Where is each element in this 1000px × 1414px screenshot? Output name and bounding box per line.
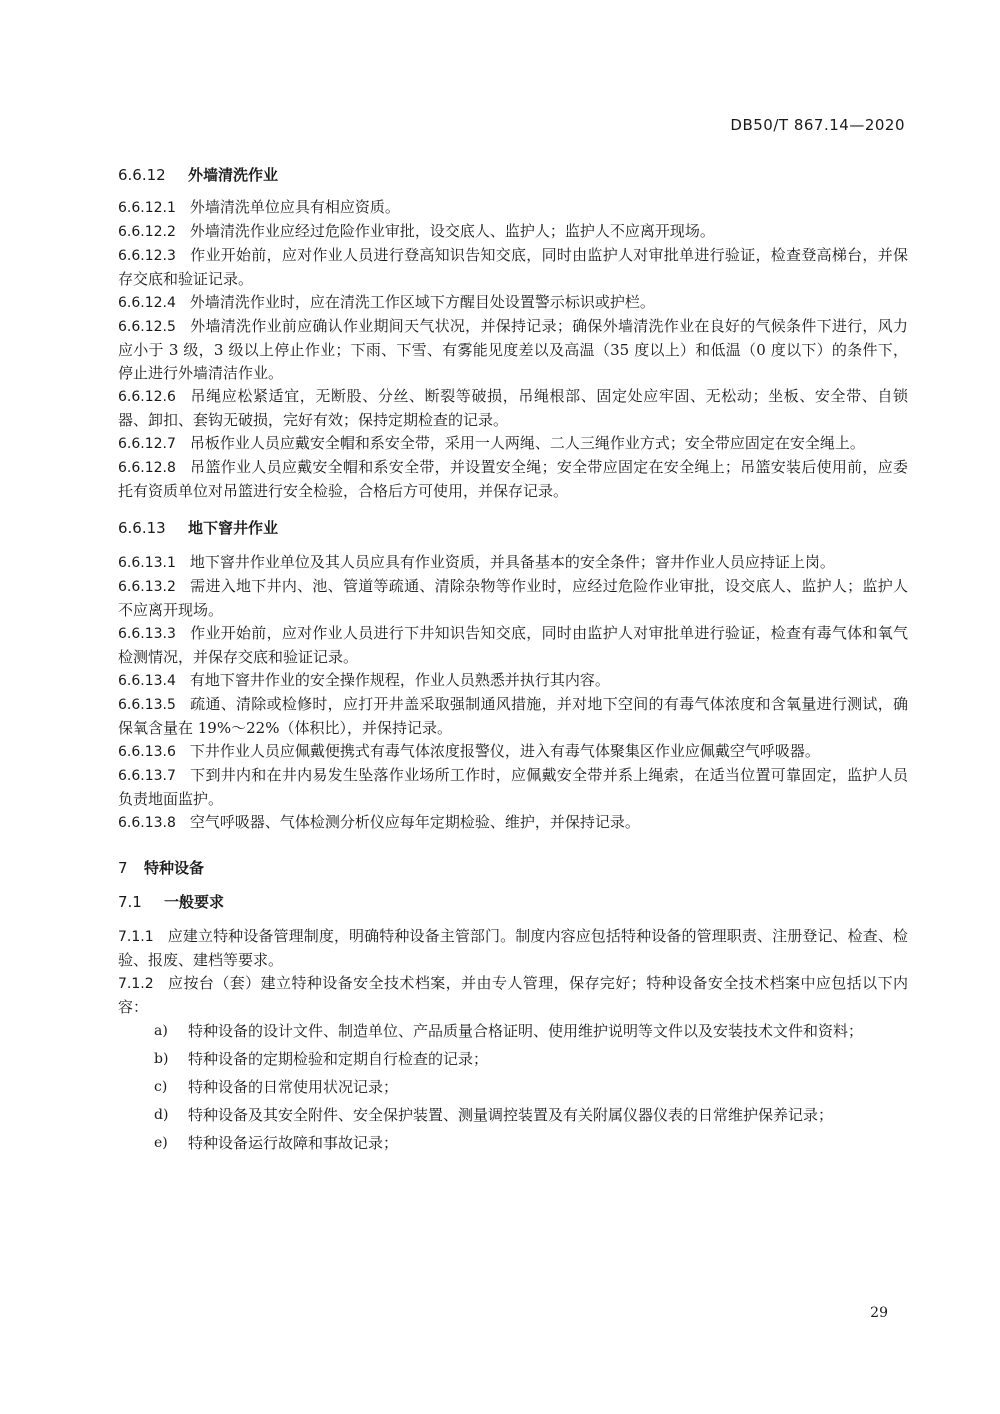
chapter-number: 7 — [118, 859, 128, 877]
section-title: 地下窨井作业 — [188, 519, 279, 537]
section-title: 一般要求 — [164, 893, 225, 911]
list-item-text: 特种设备运行故障和事故记录； — [188, 1134, 399, 1152]
section-number: 6.6.12 — [118, 166, 166, 184]
clause-list-7-1 — [118, 925, 908, 1019]
section-heading-6-6-13 — [118, 517, 908, 539]
list-marker: c) — [154, 1079, 168, 1095]
clause-number: 6.6.12.7 — [118, 436, 176, 452]
document-code: DB50/T 867.14—2020 — [730, 116, 905, 134]
clause-paragraph — [118, 972, 908, 1019]
page-number: 29 — [870, 1305, 888, 1321]
clause-text: 外墙清洗作业应经过危险作业审批，设交底人、监护人；监护人不应离开现场。 — [189, 222, 715, 240]
clause-number: 6.6.13.8 — [118, 815, 176, 831]
list-item — [118, 1075, 908, 1100]
clause-text: 吊篮作业人员应戴安全帽和系安全带，并设置安全绳；安全带应固定在安全绳上；吊篮安装后使用前，应委托有资质单位对吊篮进行安全检验，合格后方可使用，并保存记录。 — [118, 458, 908, 500]
clause-text: 有地下窨井作业的安全操作规程，作业人员熟悉并执行其内容。 — [189, 671, 610, 689]
clause-number: 6.6.13.4 — [118, 673, 176, 689]
document-body — [118, 160, 908, 1159]
clause-number: 6.6.13.7 — [118, 768, 176, 784]
clause-paragraph — [118, 669, 908, 693]
section-title: 外墙清洗作业 — [188, 166, 279, 184]
clause-paragraph — [118, 811, 908, 835]
clause-text: 疏通、清除或检修时，应打开井盖采取强制通风措施，并对地下空间的有毒气体浓度和含氧量进行测试，确保氧含量在 19%～22%（体积比），并保持记录。 — [118, 695, 908, 737]
clause-paragraph — [118, 196, 908, 220]
enumerated-list — [118, 1019, 908, 1156]
clause-text: 下井作业人员应佩戴便携式有毒气体浓度报警仪，进入有毒气体聚集区作业应佩戴空气呼吸器。 — [189, 742, 820, 760]
list-marker: d) — [154, 1107, 169, 1123]
clause-paragraph — [118, 385, 908, 432]
clause-paragraph — [118, 575, 908, 622]
clause-number: 6.6.13.6 — [118, 744, 176, 760]
clause-number: 6.6.12.1 — [118, 200, 176, 216]
clause-number: 6.6.13.1 — [118, 555, 176, 571]
list-marker: e) — [154, 1135, 168, 1151]
section-number: 7.1 — [118, 893, 142, 911]
clause-number: 6.6.12.4 — [118, 295, 176, 311]
clause-number: 6.6.13.2 — [118, 579, 176, 595]
clause-paragraph — [118, 740, 908, 764]
clause-text: 外墙清洗单位应具有相应资质。 — [189, 198, 400, 216]
list-item — [118, 1131, 908, 1156]
clause-number: 6.6.12.6 — [118, 389, 176, 405]
clause-text: 外墙清洗作业前应确认作业期间天气状况，并保持记录；确保外墙清洗作业在良好的气候条件下进行，风力应小于 3 级，3 级以上停止作业；下雨、下雪、有雾能见度差以及高温（35 度以上）和低温（0 度以下）的条件下，停止进行外墙清洁作业。 — [118, 317, 908, 382]
clause-paragraph — [118, 764, 908, 811]
clause-number: 7.1.2 — [118, 976, 154, 992]
list-marker: a) — [154, 1023, 168, 1039]
clause-number: 7.1.1 — [118, 929, 154, 945]
clause-paragraph — [118, 244, 908, 291]
clause-number: 6.6.12.2 — [118, 224, 176, 240]
clause-text: 下到井内和在井内易发生坠落作业场所工作时，应佩戴安全带并系上绳索，在适当位置可靠固定，监护人员负责地面监护。 — [118, 766, 908, 808]
list-item — [118, 1103, 908, 1128]
clause-paragraph — [118, 456, 908, 503]
list-item-text: 特种设备的定期检验和定期自行检查的记录； — [188, 1050, 489, 1068]
clause-list-6-6-12 — [118, 196, 908, 503]
clause-text: 地下窨井作业单位及其人员应具有作业资质，并具备基本的安全条件；窨井作业人员应持证上岗。 — [189, 553, 835, 571]
clause-paragraph — [118, 432, 908, 456]
clause-number: 6.6.12.3 — [118, 248, 176, 264]
clause-paragraph — [118, 925, 908, 972]
clause-number: 6.6.12.5 — [118, 319, 176, 335]
clause-paragraph — [118, 551, 908, 575]
section-heading-7-1 — [118, 891, 908, 913]
section-heading-6-6-12 — [118, 164, 908, 186]
clause-paragraph — [118, 622, 908, 669]
clause-text: 吊板作业人员应戴安全帽和系安全带，采用一人两绳、二人三绳作业方式；安全带应固定在安全绳上。 — [189, 434, 865, 452]
clause-paragraph — [118, 693, 908, 740]
chapter-heading-7 — [118, 857, 908, 879]
list-item-text: 特种设备的日常使用状况记录； — [188, 1078, 399, 1096]
list-item-text: 特种设备的设计文件、制造单位、产品质量合格证明、使用维护说明等文件以及安装技术文件和资料； — [188, 1022, 864, 1040]
chapter-title: 特种设备 — [144, 859, 205, 877]
clause-text: 需进入地下井内、池、管道等疏通、清除杂物等作业时，应经过危险作业审批，设交底人、监护人；监护人不应离开现场。 — [118, 577, 908, 619]
clause-number: 6.6.13.3 — [118, 626, 176, 642]
clause-text: 外墙清洗作业时，应在清洗工作区域下方醒目处设置警示标识或护栏。 — [189, 293, 655, 311]
clause-text: 应建立特种设备管理制度，明确特种设备主管部门。制度内容应包括特种设备的管理职责、注册登记、检查、检验、报废、建档等要求。 — [118, 927, 908, 969]
clause-paragraph — [118, 291, 908, 315]
clause-text: 作业开始前，应对作业人员进行登高知识告知交底，同时由监护人对审批单进行验证，检查登高梯台，并保存交底和验证记录。 — [118, 246, 908, 288]
clause-paragraph — [118, 220, 908, 244]
list-marker: b) — [154, 1051, 169, 1067]
clause-text: 空气呼吸器、气体检测分析仪应每年定期检验、维护，并保持记录。 — [189, 813, 640, 831]
clause-text: 应按台（套）建立特种设备安全技术档案，并由专人管理，保存完好；特种设备安全技术档案中应包括以下内容： — [118, 974, 908, 1016]
clause-paragraph — [118, 315, 908, 385]
list-item — [118, 1047, 908, 1072]
section-number: 6.6.13 — [118, 519, 166, 537]
clause-text: 吊绳应松紧适宜，无断股、分丝、断裂等破损，吊绳根部、固定处应牢固、无松动；坐板、安全带、自锁器、卸扣、套钩无破损，完好有效；保持定期检查的记录。 — [118, 387, 908, 429]
list-item — [118, 1019, 908, 1044]
clause-number: 6.6.12.8 — [118, 460, 176, 476]
clause-number: 6.6.13.5 — [118, 697, 176, 713]
clause-list-6-6-13 — [118, 551, 908, 835]
clause-text: 作业开始前，应对作业人员进行下井知识告知交底，同时由监护人对审批单进行验证，检查有毒气体和氧气检测情况，并保存交底和验证记录。 — [118, 624, 908, 666]
list-item-text: 特种设备及其安全附件、安全保护装置、测量调控装置及有关附属仪器仪表的日常维护保养记录； — [188, 1106, 834, 1124]
